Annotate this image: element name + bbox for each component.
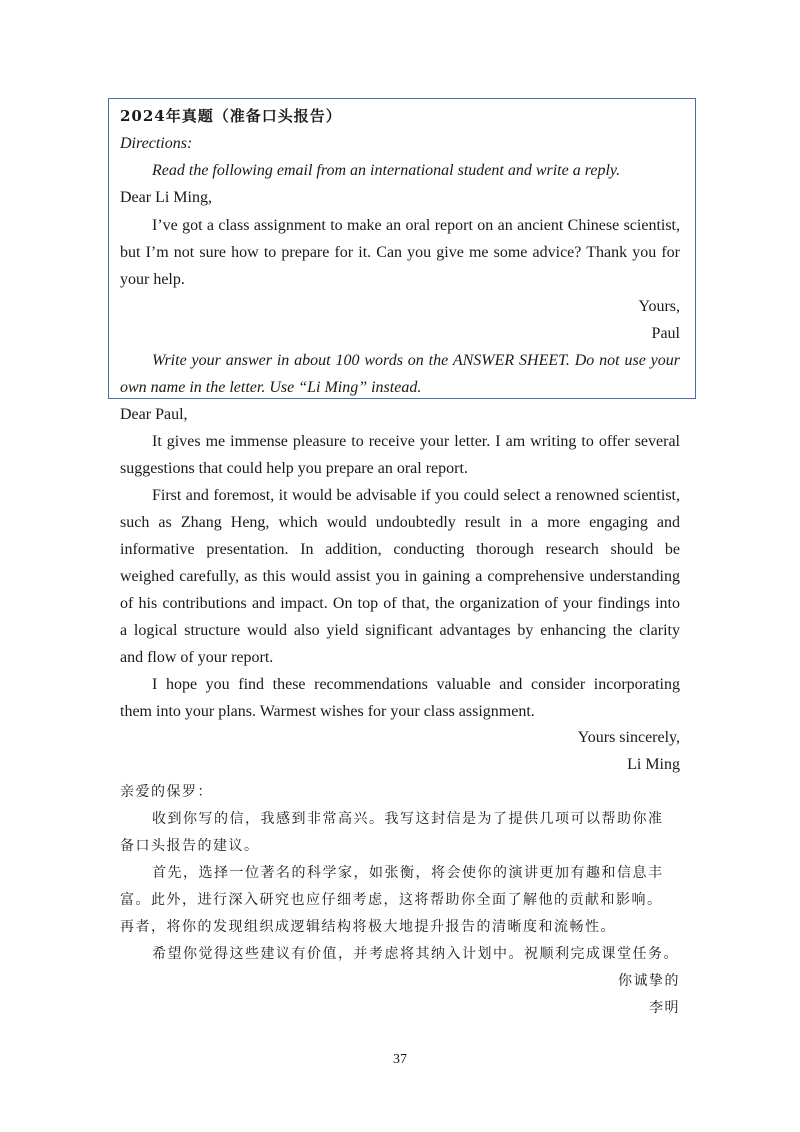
- translation-line: 富。此外，进行深入研究也应仔细考虑，这将帮助你全面了解他的贡献和影响。: [120, 892, 663, 908]
- letter-line: I’ve got a class assignment to make an oral report on an ancient Chinese scientist,: [152, 217, 680, 234]
- translation-line: 备口头报告的建议。: [120, 838, 260, 854]
- reply-closing: Yours sincerely,: [577, 729, 680, 746]
- reply-line: and flow of your report.: [120, 649, 274, 666]
- page-number: 37: [393, 1052, 407, 1067]
- translation-line: 再者，将你的发现组织成逻辑结构将极大地提升报告的清晰度和流畅性。: [120, 919, 616, 935]
- reply-line: weighed carefully, as this would assist you in gaining a comprehensive understanding: [120, 568, 680, 585]
- translation-line: 希望你觉得这些建议有价值，并考虑将其纳入计划中。祝顺利完成课堂任务。: [152, 946, 679, 962]
- reply-line: informative presentation. In addition, conducting thorough research should be: [120, 541, 680, 558]
- letter-greeting: Dear Li Ming,: [120, 189, 212, 206]
- reply-line: a logical structure would also yield significant advantages by enhancing the clarity: [120, 622, 680, 639]
- directions-text: Read the following email from an international student and write a reply.: [152, 162, 621, 179]
- reply-line: of his contributions and impact. On top of that, the organization of your findings into: [120, 595, 680, 612]
- reply-line: First and foremost, it would be advisable if you could select a renowned scientist,: [152, 487, 680, 504]
- translation-greeting: 亲爱的保罗：: [120, 784, 213, 800]
- reply-greeting: Dear Paul,: [120, 406, 188, 423]
- letter-line: your help.: [120, 271, 185, 288]
- reply-signature: Li Ming: [627, 756, 680, 773]
- letter-closing: Yours,: [638, 298, 680, 315]
- translation-signature: 李明: [649, 1000, 680, 1016]
- instruction-line: own name in the letter. Use “Li Ming” instead.: [120, 379, 422, 396]
- reply-line: It gives me immense pleasure to receive your letter. I am writing to offer several: [152, 433, 680, 450]
- reply-line: them into your plans. Warmest wishes for your class assignment.: [120, 703, 535, 720]
- instruction-line: Write your answer in about 100 words on the ANSWER SHEET. Do not use your: [152, 352, 680, 369]
- letter-signature: Paul: [651, 325, 680, 342]
- reply-line: suggestions that could help you prepare an oral report.: [120, 460, 468, 477]
- reply-line: I hope you find these recommendations valuable and consider incorporating: [152, 676, 680, 693]
- directions-label: Directions:: [120, 135, 193, 152]
- question-heading: 2024年真题（准备口头报告）: [120, 107, 342, 125]
- reply-line: such as Zhang Heng, which would undoubtedly result in a more engaging and: [120, 514, 680, 531]
- translation-line: 首先，选择一位著名的科学家，如张衡，将会使你的演讲更加有趣和信息丰: [152, 865, 664, 881]
- translation-closing: 你诚挚的: [618, 973, 680, 989]
- translation-line: 收到你写的信，我感到非常高兴。我写这封信是为了提供几项可以帮助你准: [152, 811, 664, 827]
- letter-line: but I’m not sure how to prepare for it. Can you give me some advice? Thank you for: [120, 244, 680, 261]
